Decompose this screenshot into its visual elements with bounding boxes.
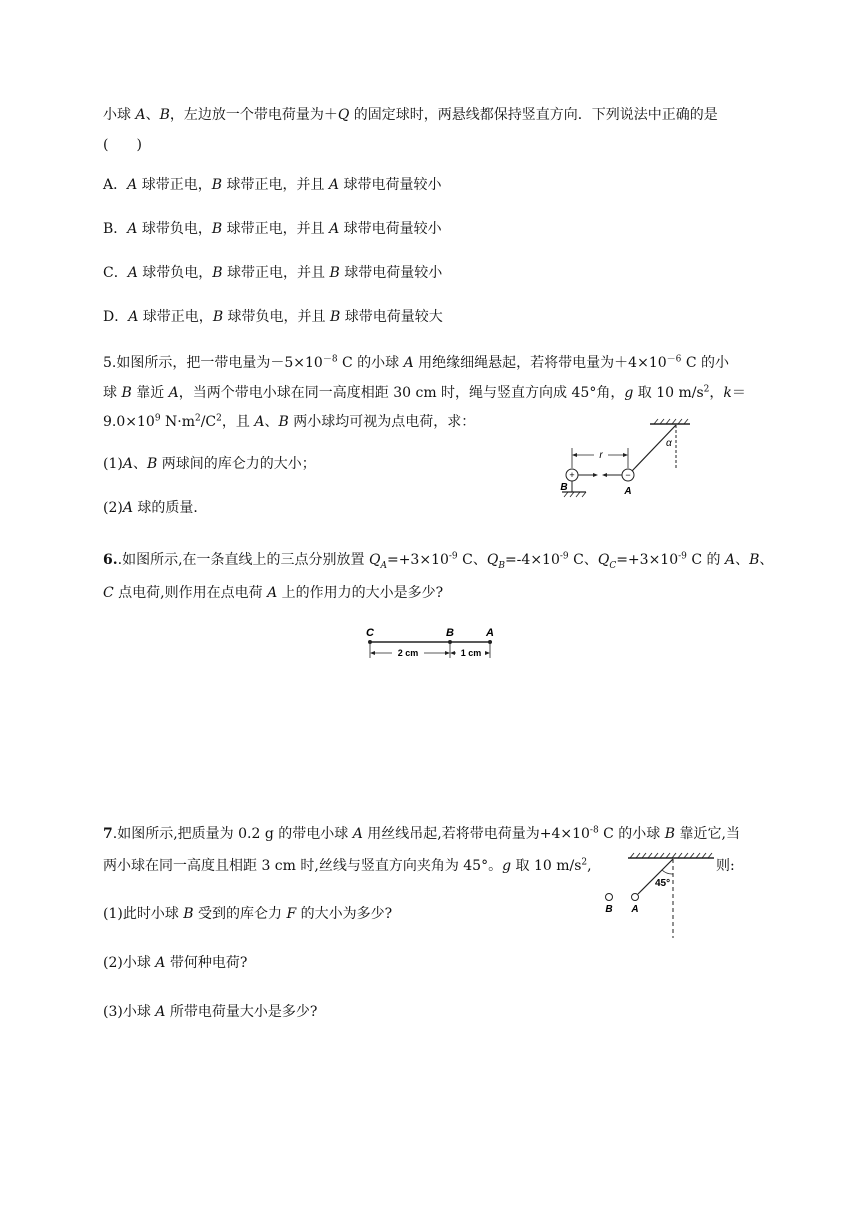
q7-angle-label: 45°: [655, 878, 671, 889]
q4-stem-line1: 小球 A、B，左边放一个带电荷量为＋Q 的固定球时，两悬线都保持竖直方向．下列说法中正确的是: [103, 107, 718, 123]
q6-label-a: A: [486, 627, 494, 639]
q4-option-b[interactable]: B．A 球带负电，B 球带正电，并且 A 球带电荷量较小: [103, 221, 442, 237]
q6-point-b: [448, 640, 452, 644]
q5-stem-line2: 球 B 靠近 A，当两个带电小球在同一高度相距 30 cm 时，绳与竖直方向成 45°角，g 取 10 $m/s^2$，k＝: [103, 384, 746, 401]
q5-stem-line1: 5.如图所示，把一带电量为$-5\times 10^{-8}$ C 的小球 A 用绝缘细绳悬起，若将带电量为$+4\times 10^{-6}$ C 的小: [103, 354, 729, 371]
q6-point-a: [488, 640, 492, 644]
q6-dim-2-arrow-l: [450, 651, 455, 655]
q7-part-3: (3)小球 A 所带电荷量大小是多少?: [103, 1004, 318, 1020]
q7-ball-b: [606, 894, 613, 901]
q7-label-a: A: [631, 904, 639, 915]
q7-figure: [600, 850, 716, 940]
q5-figure: [556, 418, 692, 504]
q4-option-c[interactable]: C．A 球带负电，B 球带正电，并且 B 球带电荷量较小: [103, 265, 443, 281]
q5-alpha-label: α: [666, 438, 672, 449]
q6-dim-2-arrow-r: [485, 651, 490, 655]
q5-label-a: A: [624, 486, 632, 497]
q4-answer-paren: ( ): [103, 137, 142, 153]
q6-point-c: [368, 640, 372, 644]
q6-dim-1-arrow-r: [445, 651, 450, 655]
q7-angle-arc: [662, 870, 673, 874]
q5-label-b: B: [560, 482, 568, 493]
q7-stem-line1: 7.如图所示,把质量为 0.2 g 的带电小球 A 用丝线吊起,若将带电荷量为$+4\times 10^{-8}$ C 的小球 B 靠近它,当: [103, 825, 740, 842]
q5-stem-line3: $9.0\times 10^9$ $N\cdot m^2/C^2$，且 A、B 两小球均可视为点电荷，求：: [103, 413, 476, 430]
q7-ball-a: [632, 894, 639, 901]
q6-label-b: B: [446, 627, 454, 639]
q6-label-c: C: [366, 627, 374, 639]
q6-figure: [362, 624, 502, 664]
q6-stem-line2: C 点电荷,则作用在点电荷 A 上的作用力的大小是多少?: [103, 585, 444, 601]
q7-part-2: (2)小球 A 带何种电荷?: [103, 955, 248, 971]
q7-part-1: (1)此时小球 B 受到的库仑力 F 的大小为多少?: [103, 906, 393, 922]
q4-option-a[interactable]: A．A 球带正电，B 球带正电，并且 A 球带电荷量较小: [103, 177, 442, 193]
q7-label-b: B: [605, 904, 613, 915]
q5-ball-a-sign: −: [625, 470, 631, 480]
q5-r-arrow-right: [623, 453, 628, 457]
q6-dim-1cm: 1 cm: [460, 648, 482, 658]
q5-force-a-head: [602, 473, 607, 477]
q5-part-1: (1)A、B 两球间的库仑力的大小；: [103, 456, 316, 472]
q7-stem-then: 则:: [716, 858, 735, 874]
q5-r-label: r: [599, 450, 603, 461]
q6-stem-line1: 6..如图所示,在一条直线上的三点分别放置 $Q_A=+3\times 10^{-9}$ C、$Q_B=-4\times 10^{-9}$ C、$Q_C=+3\times 10^{-9}$ C 的 A、B、: [103, 551, 774, 571]
q7-stem-line2: 两小球在同一高度且相距 3 cm 时,丝线与竖直方向夹角为 45°。g 取 10 $m/s^2$,: [103, 857, 592, 874]
q6-dim-1-arrow-l: [370, 651, 375, 655]
q5-force-b-head: [593, 473, 598, 477]
q5-r-arrow-left: [572, 453, 577, 457]
q5-part-2: (2)A 球的质量．: [103, 500, 208, 516]
q5-ball-b-sign: +: [569, 470, 575, 480]
q4-option-d[interactable]: D．A 球带正电，B 球带负电，并且 B 球带电荷量较大: [103, 309, 443, 325]
q6-dim-2cm: 2 cm: [397, 648, 419, 658]
